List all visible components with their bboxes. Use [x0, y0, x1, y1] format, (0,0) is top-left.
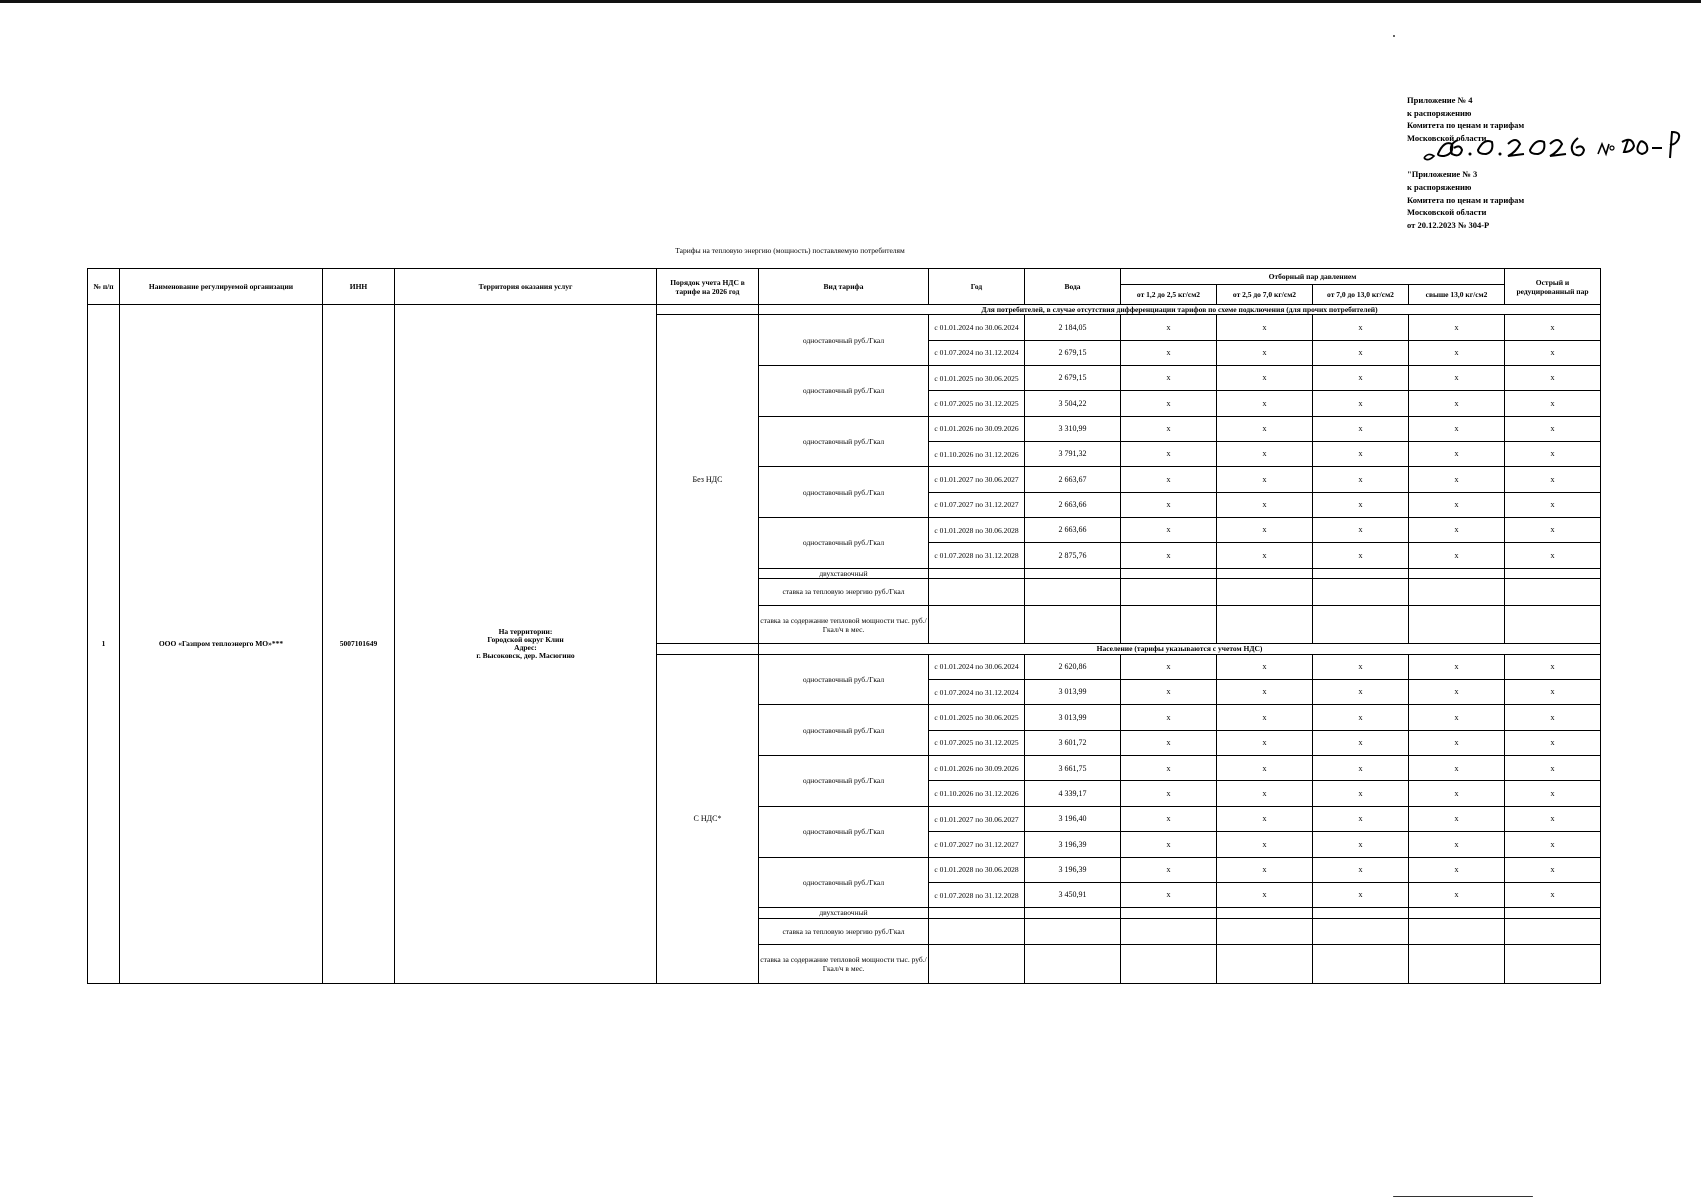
- x-mark: x: [1409, 391, 1505, 416]
- x-mark: x: [1313, 756, 1409, 781]
- empty-cell: [929, 579, 1025, 606]
- single-rate-label: одноставочный руб./Гкал: [759, 416, 929, 467]
- empty-cell: [1313, 908, 1409, 918]
- org-inn: 5007101649: [323, 305, 395, 984]
- empty-cell: [1313, 945, 1409, 984]
- x-mark: x: [1217, 781, 1313, 806]
- x-mark: x: [1121, 781, 1217, 806]
- single-rate-label: одноставочный руб./Гкал: [759, 518, 929, 569]
- header-num: № п/п: [88, 269, 120, 305]
- empty-cell: [1409, 908, 1505, 918]
- x-mark: x: [1217, 654, 1313, 679]
- rate-capacity-label: ставка за содержание тепловой мощности тыс. руб./Гкал/ч в мес.: [759, 605, 929, 644]
- header-territory: Территория оказания услуг: [395, 269, 657, 305]
- water-value: 2 679,15: [1025, 340, 1121, 365]
- period: с 01.01.2026 по 30.09.2026: [929, 756, 1025, 781]
- x-mark: x: [1505, 365, 1601, 390]
- scan-speck: [1393, 1196, 1533, 1197]
- period: с 01.01.2026 по 30.09.2026: [929, 416, 1025, 441]
- header-tariff-type: Вид тарифа: [759, 269, 929, 305]
- x-mark: x: [1409, 518, 1505, 543]
- empty-cell: [1121, 605, 1217, 644]
- period: с 01.07.2027 по 31.12.2027: [929, 492, 1025, 517]
- empty-cell: [1217, 579, 1313, 606]
- empty-cell: [1121, 568, 1217, 578]
- empty-cell: [1025, 945, 1121, 984]
- x-mark: x: [1121, 543, 1217, 568]
- x-mark: x: [1505, 756, 1601, 781]
- header-inn: ИНН: [323, 269, 395, 305]
- x-mark: x: [1409, 442, 1505, 467]
- x-mark: x: [1313, 654, 1409, 679]
- x-mark: x: [1409, 806, 1505, 831]
- x-mark: x: [1121, 806, 1217, 831]
- period: с 01.07.2027 по 31.12.2027: [929, 832, 1025, 857]
- x-mark: x: [1505, 781, 1601, 806]
- x-mark: x: [1121, 492, 1217, 517]
- rate-energy-label: ставка за тепловую энергию руб./Гкал: [759, 579, 929, 606]
- x-mark: x: [1409, 857, 1505, 882]
- x-mark: x: [1505, 442, 1601, 467]
- x-mark: x: [1217, 832, 1313, 857]
- rate-capacity-label: ставка за содержание тепловой мощности тыс. руб./Гкал/ч в мес.: [759, 945, 929, 984]
- row-num: 1: [88, 305, 120, 984]
- water-value: 3 450,91: [1025, 882, 1121, 907]
- x-mark: x: [1121, 391, 1217, 416]
- x-mark: x: [1217, 857, 1313, 882]
- x-mark: x: [1121, 416, 1217, 441]
- x-mark: x: [1409, 730, 1505, 755]
- x-mark: x: [1313, 416, 1409, 441]
- x-mark: x: [1313, 391, 1409, 416]
- x-mark: x: [1121, 857, 1217, 882]
- empty-cell: [1217, 605, 1313, 644]
- x-mark: x: [1409, 365, 1505, 390]
- header-vat-order: Порядок учета НДС в тарифе на 2026 год: [657, 269, 759, 305]
- x-mark: x: [1313, 315, 1409, 340]
- header-org: Наименование регулируемой организации: [120, 269, 323, 305]
- x-mark: x: [1313, 543, 1409, 568]
- water-value: 3 504,22: [1025, 391, 1121, 416]
- empty-cell: [1217, 568, 1313, 578]
- x-mark: x: [1505, 806, 1601, 831]
- x-mark: x: [1505, 654, 1601, 679]
- x-mark: x: [1409, 416, 1505, 441]
- x-mark: x: [1505, 832, 1601, 857]
- empty-cell: [1505, 605, 1601, 644]
- x-mark: x: [1505, 680, 1601, 705]
- x-mark: x: [1217, 705, 1313, 730]
- water-value: 3 661,75: [1025, 756, 1121, 781]
- x-mark: x: [1505, 416, 1601, 441]
- empty-cell: [1313, 918, 1409, 945]
- x-mark: x: [1313, 680, 1409, 705]
- header-year: Год: [929, 269, 1025, 305]
- x-mark: x: [1409, 315, 1505, 340]
- x-mark: x: [1505, 518, 1601, 543]
- single-rate-label: одноставочный руб./Гкал: [759, 705, 929, 756]
- single-rate-label: одноставочный руб./Гкал: [759, 654, 929, 705]
- tariff-table: [87, 268, 1601, 984]
- old-appendix-line: "Приложение № 3: [1407, 169, 1478, 180]
- period: с 01.07.2024 по 31.12.2024: [929, 340, 1025, 365]
- period: с 01.07.2025 по 31.12.2025: [929, 730, 1025, 755]
- x-mark: x: [1409, 781, 1505, 806]
- empty-cell: [1121, 579, 1217, 606]
- x-mark: x: [1505, 391, 1601, 416]
- x-mark: x: [1217, 806, 1313, 831]
- water-value: 3 601,72: [1025, 730, 1121, 755]
- x-mark: x: [1121, 365, 1217, 390]
- x-mark: x: [1313, 781, 1409, 806]
- x-mark: x: [1313, 492, 1409, 517]
- x-mark: x: [1313, 832, 1409, 857]
- empty-cell: [929, 568, 1025, 578]
- x-mark: x: [1121, 705, 1217, 730]
- x-mark: x: [1409, 654, 1505, 679]
- header-steam-col: от 7,0 до 13,0 кг/см2: [1313, 285, 1409, 305]
- empty-cell: [1409, 568, 1505, 578]
- x-mark: x: [1217, 492, 1313, 517]
- period: с 01.01.2024 по 30.06.2024: [929, 654, 1025, 679]
- x-mark: x: [1217, 518, 1313, 543]
- x-mark: x: [1121, 340, 1217, 365]
- period: с 01.01.2025 по 30.06.2025: [929, 705, 1025, 730]
- x-mark: x: [1409, 467, 1505, 492]
- x-mark: x: [1313, 806, 1409, 831]
- x-mark: x: [1505, 882, 1601, 907]
- single-rate-label: одноставочный руб./Гкал: [759, 806, 929, 857]
- empty-cell: [1121, 908, 1217, 918]
- x-mark: x: [1217, 756, 1313, 781]
- empty-cell: [1409, 945, 1505, 984]
- table-title: Тарифы на тепловую энергию (мощность) поставляемую потребителям: [675, 246, 905, 255]
- x-mark: x: [1121, 832, 1217, 857]
- period: с 01.01.2028 по 30.06.2028: [929, 518, 1025, 543]
- x-mark: x: [1505, 543, 1601, 568]
- empty-cell: [1025, 918, 1121, 945]
- single-rate-label: одноставочный руб./Гкал: [759, 315, 929, 366]
- x-mark: x: [1313, 882, 1409, 907]
- x-mark: x: [1505, 705, 1601, 730]
- appendix-line: Московской области: [1407, 132, 1487, 143]
- header-steam-col: свыше 13,0 кг/см2: [1409, 285, 1505, 305]
- empty-cell: [1217, 918, 1313, 945]
- x-mark: x: [1409, 882, 1505, 907]
- x-mark: x: [1313, 340, 1409, 365]
- empty-cell: [1121, 945, 1217, 984]
- header-steam-col: от 1,2 до 2,5 кг/см2: [1121, 285, 1217, 305]
- appendix-line: к распоряжению: [1407, 107, 1472, 118]
- x-mark: x: [1313, 467, 1409, 492]
- x-mark: x: [1121, 442, 1217, 467]
- x-mark: x: [1409, 543, 1505, 568]
- header-steam-group: Отборный пар давлением: [1121, 269, 1505, 285]
- x-mark: x: [1217, 416, 1313, 441]
- x-mark: x: [1121, 315, 1217, 340]
- x-mark: x: [1121, 756, 1217, 781]
- x-mark: x: [1217, 365, 1313, 390]
- x-mark: x: [1313, 518, 1409, 543]
- territory: [395, 305, 657, 984]
- single-rate-label: одноставочный руб./Гкал: [759, 467, 929, 518]
- empty-cell: [1313, 605, 1409, 644]
- x-mark: x: [1121, 730, 1217, 755]
- old-appendix-line: от 20.12.2023 № 304-Р: [1407, 219, 1490, 230]
- header-steam-col: от 2,5 до 7,0 кг/см2: [1217, 285, 1313, 305]
- period: с 01.07.2028 по 31.12.2028: [929, 882, 1025, 907]
- two-rate-label: двухставочный: [759, 568, 929, 578]
- x-mark: x: [1217, 340, 1313, 365]
- territory-line: Адрес:: [514, 643, 537, 652]
- period: с 01.07.2025 по 31.12.2025: [929, 391, 1025, 416]
- water-value: 2 663,66: [1025, 518, 1121, 543]
- old-appendix-line: Московской области: [1407, 207, 1487, 218]
- empty-cell: [1025, 605, 1121, 644]
- empty-cell: [1505, 918, 1601, 945]
- empty-cell: [1025, 568, 1121, 578]
- water-value: 3 196,40: [1025, 806, 1121, 831]
- x-mark: x: [1505, 340, 1601, 365]
- territory-line: Городской округ Клин: [487, 635, 564, 644]
- empty-cell: [929, 945, 1025, 984]
- old-appendix-line: к распоряжению: [1407, 181, 1472, 192]
- period: с 01.01.2027 по 30.06.2027: [929, 467, 1025, 492]
- section-gap: [657, 305, 759, 315]
- period: с 01.01.2025 по 30.06.2025: [929, 365, 1025, 390]
- empty-cell: [929, 605, 1025, 644]
- empty-cell: [929, 908, 1025, 918]
- x-mark: x: [1409, 832, 1505, 857]
- appendix-line: Приложение № 4: [1407, 95, 1473, 105]
- period: с 01.10.2026 по 31.12.2026: [929, 781, 1025, 806]
- handwritten-date-signature: [1422, 128, 1682, 164]
- empty-cell: [929, 918, 1025, 945]
- empty-cell: [1409, 605, 1505, 644]
- rate-energy-label: ставка за тепловую энергию руб./Гкал: [759, 918, 929, 945]
- empty-cell: [1505, 568, 1601, 578]
- x-mark: x: [1121, 654, 1217, 679]
- x-mark: x: [1217, 680, 1313, 705]
- vat-label: С НДС*: [657, 654, 759, 983]
- empty-cell: [1505, 579, 1601, 606]
- water-value: 3 310,99: [1025, 416, 1121, 441]
- territory-line: г. Высоковск, дер. Масюгино: [476, 651, 575, 660]
- empty-cell: [1313, 579, 1409, 606]
- x-mark: x: [1505, 730, 1601, 755]
- x-mark: x: [1313, 730, 1409, 755]
- water-value: 3 791,32: [1025, 442, 1121, 467]
- section-title: Для потребителей, в случае отсутствия дифференциации тарифов по схеме подключения (для прочих потребителей): [759, 305, 1601, 315]
- empty-cell: [1217, 945, 1313, 984]
- x-mark: x: [1217, 882, 1313, 907]
- x-mark: x: [1313, 857, 1409, 882]
- water-value: 2 620,86: [1025, 654, 1121, 679]
- water-value: 3 013,99: [1025, 705, 1121, 730]
- period: с 01.07.2028 по 31.12.2028: [929, 543, 1025, 568]
- empty-cell: [1505, 945, 1601, 984]
- single-rate-label: одноставочный руб./Гкал: [759, 365, 929, 416]
- empty-cell: [1025, 908, 1121, 918]
- x-mark: x: [1217, 730, 1313, 755]
- x-mark: x: [1409, 756, 1505, 781]
- x-mark: x: [1313, 365, 1409, 390]
- empty-cell: [1121, 918, 1217, 945]
- x-mark: x: [1217, 442, 1313, 467]
- period: с 01.01.2027 по 30.06.2027: [929, 806, 1025, 831]
- x-mark: x: [1217, 543, 1313, 568]
- x-mark: x: [1217, 391, 1313, 416]
- single-rate-label: одноставочный руб./Гкал: [759, 857, 929, 908]
- water-value: 2 875,76: [1025, 543, 1121, 568]
- x-mark: x: [1409, 340, 1505, 365]
- x-mark: x: [1217, 315, 1313, 340]
- water-value: 3 013,99: [1025, 680, 1121, 705]
- water-value: 4 339,17: [1025, 781, 1121, 806]
- x-mark: x: [1505, 467, 1601, 492]
- old-appendix-line: Комитета по ценам и тарифам: [1407, 194, 1525, 205]
- empty-cell: [1313, 568, 1409, 578]
- x-mark: x: [1505, 857, 1601, 882]
- water-value: 3 196,39: [1025, 832, 1121, 857]
- org-name: ООО «Газпром теплоэнерго МО»***: [120, 305, 323, 984]
- x-mark: x: [1505, 492, 1601, 517]
- water-value: 2 663,66: [1025, 492, 1121, 517]
- empty-cell: [1505, 908, 1601, 918]
- scan-top-edge: [0, 0, 1701, 3]
- x-mark: x: [1121, 518, 1217, 543]
- section-title: Население (тарифы указываются с учетом НДС): [759, 644, 1601, 654]
- x-mark: x: [1121, 680, 1217, 705]
- territory-line: На территории:: [498, 627, 553, 636]
- section-gap: [657, 644, 759, 654]
- period: с 01.10.2026 по 31.12.2026: [929, 442, 1025, 467]
- x-mark: x: [1121, 882, 1217, 907]
- period: с 01.01.2024 по 30.06.2024: [929, 315, 1025, 340]
- x-mark: x: [1313, 705, 1409, 730]
- empty-cell: [1025, 579, 1121, 606]
- x-mark: x: [1409, 705, 1505, 730]
- header-water: Вода: [1025, 269, 1121, 305]
- x-mark: x: [1409, 680, 1505, 705]
- water-value: 3 196,39: [1025, 857, 1121, 882]
- vat-label: Без НДС: [657, 315, 759, 644]
- x-mark: x: [1121, 467, 1217, 492]
- empty-cell: [1409, 918, 1505, 945]
- empty-cell: [1409, 579, 1505, 606]
- scan-speck: [1393, 35, 1395, 37]
- x-mark: x: [1313, 442, 1409, 467]
- x-mark: x: [1217, 467, 1313, 492]
- period: с 01.07.2024 по 31.12.2024: [929, 680, 1025, 705]
- two-rate-label: двухставочный: [759, 908, 929, 918]
- x-mark: x: [1505, 315, 1601, 340]
- x-mark: x: [1409, 492, 1505, 517]
- single-rate-label: одноставочный руб./Гкал: [759, 756, 929, 807]
- water-value: 2 663,67: [1025, 467, 1121, 492]
- water-value: 2 184,05: [1025, 315, 1121, 340]
- appendix-line: Комитета по ценам и тарифам: [1407, 120, 1525, 131]
- empty-cell: [1217, 908, 1313, 918]
- header-sharp-steam: Острый и редуцированный пар: [1505, 269, 1601, 305]
- period: с 01.01.2028 по 30.06.2028: [929, 857, 1025, 882]
- water-value: 2 679,15: [1025, 365, 1121, 390]
